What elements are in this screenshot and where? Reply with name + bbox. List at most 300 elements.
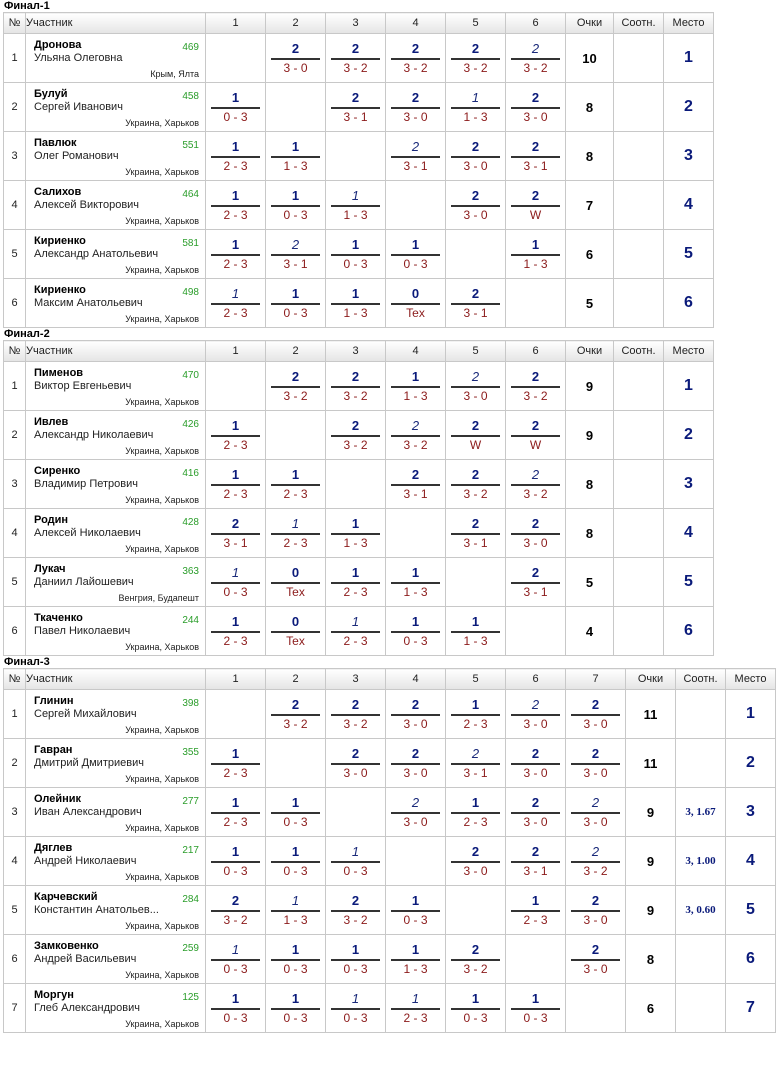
match-divider — [271, 812, 320, 814]
tiebreak-ratio — [614, 279, 664, 328]
match-points: 1 — [351, 237, 360, 252]
total-points: 4 — [566, 607, 614, 656]
tiebreak-ratio — [614, 362, 664, 411]
match-score: 3 - 0 — [523, 766, 548, 780]
table-row — [4, 181, 714, 230]
match-score: 3 - 0 — [343, 766, 368, 780]
match-result-cell[interactable] — [506, 558, 566, 607]
match-result-cell[interactable] — [386, 739, 446, 788]
match-result-cell[interactable] — [206, 181, 266, 230]
participant-cell — [26, 362, 206, 411]
final-place: 6 — [726, 935, 776, 984]
match-points: 1 — [531, 237, 540, 252]
match-points: 1 — [411, 942, 420, 957]
player-given-names: Алексей Викторович — [34, 199, 140, 211]
match-divider — [211, 910, 260, 912]
match-points: 2 — [531, 844, 540, 859]
row-number: 3 — [4, 132, 26, 181]
match-result-cell[interactable] — [506, 411, 566, 460]
match-points: 2 — [231, 893, 240, 908]
match-score: 3 - 2 — [463, 487, 488, 501]
match-score: 0 - 3 — [463, 1011, 488, 1025]
match-result-cell[interactable] — [326, 279, 386, 328]
total-points: 8 — [566, 460, 614, 509]
player-surname-link[interactable]: Карчевский — [34, 891, 98, 903]
match-result-cell[interactable] — [266, 509, 326, 558]
final-place: 2 — [664, 83, 714, 132]
match-result-cell[interactable] — [206, 837, 266, 886]
match-result-cell[interactable] — [446, 411, 506, 460]
match-points: 1 — [231, 614, 240, 629]
match-score: Tex — [286, 634, 305, 648]
match-points: 1 — [231, 844, 240, 859]
results-table — [3, 340, 714, 656]
self-match-cell — [506, 607, 566, 656]
match-result-cell[interactable] — [446, 788, 506, 837]
match-score: 3 - 0 — [463, 208, 488, 222]
participant-cell — [26, 132, 206, 181]
match-result-cell[interactable] — [386, 230, 446, 279]
player-city: Украина, Харьков — [125, 495, 199, 505]
match-points: 2 — [411, 746, 420, 761]
match-result-cell[interactable] — [506, 886, 566, 935]
match-result-cell[interactable] — [326, 181, 386, 230]
match-result-cell[interactable] — [266, 460, 326, 509]
match-result-cell[interactable] — [326, 837, 386, 886]
player-rating: 469 — [182, 42, 199, 53]
player-surname-link[interactable]: Гавран — [34, 744, 73, 756]
match-score: 0 - 3 — [283, 962, 308, 976]
row-number: 3 — [4, 788, 26, 837]
match-divider — [451, 205, 500, 207]
match-divider — [211, 861, 260, 863]
final-place: 6 — [664, 607, 714, 656]
player-surname-link[interactable]: Павлюк — [34, 137, 77, 149]
match-points: 1 — [411, 893, 420, 908]
match-points: 2 — [531, 565, 540, 580]
table-row — [4, 886, 776, 935]
self-match-cell — [206, 34, 266, 83]
match-result-cell[interactable] — [266, 788, 326, 837]
match-divider — [451, 714, 500, 716]
player-surname-link[interactable]: Пименов — [34, 367, 84, 379]
player-surname-link[interactable]: Моргун — [34, 989, 74, 1001]
match-result-cell[interactable] — [446, 132, 506, 181]
match-result-cell[interactable] — [446, 83, 506, 132]
match-result-cell[interactable] — [206, 230, 266, 279]
match-score: 3 - 2 — [343, 389, 368, 403]
match-divider — [211, 254, 260, 256]
final-place: 1 — [664, 362, 714, 411]
match-divider — [511, 861, 560, 863]
match-result-cell[interactable] — [266, 607, 326, 656]
match-result-cell[interactable] — [566, 739, 626, 788]
match-result-cell[interactable] — [206, 886, 266, 935]
match-points: 1 — [291, 467, 300, 482]
match-points: 1 — [411, 614, 420, 629]
match-result-cell[interactable] — [446, 181, 506, 230]
match-result-cell[interactable] — [326, 607, 386, 656]
match-result-cell[interactable] — [206, 935, 266, 984]
table-row — [4, 509, 714, 558]
match-result-cell[interactable] — [326, 739, 386, 788]
match-score: 0 - 3 — [283, 208, 308, 222]
match-result-cell[interactable] — [506, 690, 566, 739]
header-participant: Участник — [26, 13, 206, 34]
match-points: 2 — [531, 90, 540, 105]
player-city: Украина, Харьков — [125, 314, 199, 324]
match-score: 1 - 3 — [523, 257, 548, 271]
self-match-cell — [506, 935, 566, 984]
match-result-cell[interactable] — [206, 739, 266, 788]
match-points: 2 — [351, 41, 360, 56]
self-match-cell — [506, 279, 566, 328]
match-result-cell[interactable] — [326, 558, 386, 607]
match-divider — [391, 156, 440, 158]
tiebreak-ratio — [614, 509, 664, 558]
tiebreak-ratio — [614, 558, 664, 607]
match-score: 3 - 2 — [343, 61, 368, 75]
match-score: 3 - 2 — [283, 389, 308, 403]
match-result-cell[interactable] — [506, 83, 566, 132]
match-divider — [331, 1008, 380, 1010]
match-result-cell[interactable] — [566, 935, 626, 984]
match-result-cell[interactable] — [506, 362, 566, 411]
match-result-cell[interactable] — [506, 509, 566, 558]
match-result-cell[interactable] — [206, 788, 266, 837]
match-result-cell[interactable] — [386, 132, 446, 181]
match-result-cell[interactable] — [326, 690, 386, 739]
match-result-cell[interactable] — [566, 837, 626, 886]
match-result-cell[interactable] — [326, 935, 386, 984]
match-divider — [211, 812, 260, 814]
player-surname-link[interactable]: Булуй — [34, 88, 68, 100]
match-score: 3 - 1 — [523, 159, 548, 173]
match-divider — [391, 484, 440, 486]
match-result-cell[interactable] — [506, 739, 566, 788]
match-result-cell[interactable] — [206, 509, 266, 558]
row-number: 4 — [4, 509, 26, 558]
match-score: 1 - 3 — [283, 913, 308, 927]
match-score: 3 - 1 — [523, 585, 548, 599]
row-number: 4 — [4, 837, 26, 886]
match-points: 1 — [231, 467, 240, 482]
player-rating: 284 — [182, 894, 199, 905]
match-points: 2 — [291, 237, 300, 252]
table-row — [4, 739, 776, 788]
match-divider — [391, 107, 440, 109]
match-result-cell[interactable] — [266, 362, 326, 411]
match-result-cell[interactable] — [266, 230, 326, 279]
final-place: 2 — [726, 739, 776, 788]
match-result-cell[interactable] — [206, 279, 266, 328]
player-surname-link[interactable]: Ивлев — [34, 416, 69, 428]
match-result-cell[interactable] — [266, 984, 326, 1033]
match-divider — [511, 763, 560, 765]
row-number: 6 — [4, 935, 26, 984]
player-city: Крым, Ялта — [150, 69, 199, 79]
match-points: 2 — [531, 418, 540, 433]
match-result-cell[interactable] — [266, 279, 326, 328]
match-score: 3 - 2 — [343, 438, 368, 452]
tiebreak-ratio — [614, 181, 664, 230]
player-given-names: Глеб Александрович — [34, 1002, 140, 1014]
match-result-cell[interactable] — [206, 460, 266, 509]
match-result-cell[interactable] — [326, 984, 386, 1033]
player-surname-link[interactable]: Глинин — [34, 695, 74, 707]
match-result-cell[interactable] — [506, 230, 566, 279]
header-opponent-6: 6 — [506, 341, 566, 362]
participant-cell — [26, 788, 206, 837]
match-result-cell[interactable] — [506, 460, 566, 509]
table-row — [4, 837, 776, 886]
match-result-cell[interactable] — [266, 690, 326, 739]
player-rating: 416 — [182, 468, 199, 479]
match-result-cell[interactable] — [386, 279, 446, 328]
player-city: Украина, Харьков — [125, 872, 199, 882]
match-result-cell[interactable] — [206, 411, 266, 460]
match-score: Tex — [406, 306, 425, 320]
player-surname-link[interactable]: Сиренко — [34, 465, 81, 477]
player-surname-link[interactable]: Родин — [34, 514, 69, 526]
match-result-cell[interactable] — [506, 181, 566, 230]
match-score: 3 - 0 — [583, 766, 608, 780]
match-score: 3 - 2 — [403, 438, 428, 452]
match-score: 2 - 3 — [283, 487, 308, 501]
match-points: 2 — [531, 41, 540, 56]
match-result-cell[interactable] — [566, 886, 626, 935]
header-opponent-7: 7 — [566, 669, 626, 690]
match-divider — [211, 107, 260, 109]
player-surname-link[interactable]: Дронова — [34, 39, 82, 51]
match-result-cell[interactable] — [386, 558, 446, 607]
match-divider — [391, 631, 440, 633]
table-row — [4, 558, 714, 607]
match-result-cell[interactable] — [386, 34, 446, 83]
match-points: 2 — [471, 188, 480, 203]
final-place: 1 — [726, 690, 776, 739]
match-result-cell[interactable] — [386, 886, 446, 935]
match-result-cell[interactable] — [446, 739, 506, 788]
final-place: 5 — [664, 230, 714, 279]
table-row — [4, 230, 714, 279]
player-surname-link[interactable]: Кириенко — [34, 284, 86, 296]
tiebreak-ratio — [614, 34, 664, 83]
match-result-cell[interactable] — [206, 607, 266, 656]
participant-cell — [26, 984, 206, 1033]
match-result-cell[interactable] — [326, 362, 386, 411]
player-given-names: Сергей Михайлович — [34, 708, 137, 720]
match-result-cell[interactable] — [266, 935, 326, 984]
match-points: 2 — [351, 369, 360, 384]
match-result-cell[interactable] — [386, 935, 446, 984]
match-points: 1 — [471, 991, 480, 1006]
match-result-cell[interactable] — [386, 460, 446, 509]
participant-cell — [26, 509, 206, 558]
match-points: 1 — [411, 369, 420, 384]
match-score: 0 - 3 — [403, 257, 428, 271]
match-divider — [391, 582, 440, 584]
player-rating: 217 — [182, 845, 199, 856]
match-result-cell[interactable] — [266, 181, 326, 230]
player-surname-link[interactable]: Салихов — [34, 186, 82, 198]
self-match-cell — [446, 886, 506, 935]
player-surname-link[interactable]: Кириенко — [34, 235, 86, 247]
player-rating: 464 — [182, 189, 199, 200]
table-row — [4, 362, 714, 411]
match-divider — [271, 254, 320, 256]
participant-cell — [26, 558, 206, 607]
match-result-cell[interactable] — [326, 83, 386, 132]
match-points: 1 — [351, 286, 360, 301]
match-result-cell[interactable] — [446, 607, 506, 656]
table-row — [4, 984, 776, 1033]
section-title: Финал-3 — [4, 656, 50, 668]
match-points: 2 — [351, 893, 360, 908]
match-result-cell[interactable] — [206, 83, 266, 132]
match-result-cell[interactable] — [386, 607, 446, 656]
match-result-cell[interactable] — [386, 83, 446, 132]
match-points: 2 — [471, 942, 480, 957]
player-surname-link[interactable]: Лукач — [34, 563, 66, 575]
match-score: 1 - 3 — [463, 634, 488, 648]
match-result-cell[interactable] — [566, 690, 626, 739]
match-result-cell[interactable] — [386, 362, 446, 411]
match-points: 2 — [591, 746, 600, 761]
match-result-cell[interactable] — [446, 34, 506, 83]
self-match-cell — [386, 509, 446, 558]
match-divider — [391, 435, 440, 437]
player-surname-link[interactable]: Замковенко — [34, 940, 99, 952]
match-score: W — [469, 438, 482, 452]
match-divider — [451, 156, 500, 158]
player-city: Украина, Харьков — [125, 823, 199, 833]
match-result-cell[interactable] — [266, 886, 326, 935]
match-score: 1 - 3 — [463, 110, 488, 124]
match-result-cell[interactable] — [506, 34, 566, 83]
header-participant: Участник — [26, 341, 206, 362]
match-points: 1 — [291, 991, 300, 1006]
match-result-cell[interactable] — [386, 788, 446, 837]
match-result-cell[interactable] — [446, 279, 506, 328]
match-score: 3 - 2 — [523, 389, 548, 403]
match-score: 1 - 3 — [403, 585, 428, 599]
match-result-cell[interactable] — [326, 411, 386, 460]
match-result-cell[interactable] — [446, 690, 506, 739]
match-score: W — [529, 438, 542, 452]
row-number: 6 — [4, 279, 26, 328]
match-result-cell[interactable] — [206, 132, 266, 181]
player-rating: 125 — [182, 992, 199, 1003]
match-points: 1 — [231, 139, 240, 154]
match-points: 1 — [411, 991, 420, 1006]
match-divider — [391, 910, 440, 912]
player-surname-link[interactable]: Ткаченко — [34, 612, 83, 624]
match-result-cell[interactable] — [326, 886, 386, 935]
match-points: 1 — [351, 942, 360, 957]
match-result-cell[interactable] — [506, 984, 566, 1033]
match-result-cell[interactable] — [386, 411, 446, 460]
player-surname-link[interactable]: Дяглев — [34, 842, 73, 854]
match-score: 2 - 3 — [463, 815, 488, 829]
match-result-cell[interactable] — [506, 788, 566, 837]
player-city: Украина, Харьков — [125, 544, 199, 554]
player-rating: 426 — [182, 419, 199, 430]
match-points: 2 — [411, 467, 420, 482]
match-score: 2 - 3 — [463, 717, 488, 731]
match-result-cell[interactable] — [266, 132, 326, 181]
self-match-cell — [326, 132, 386, 181]
player-given-names: Алексей Николаевич — [34, 527, 141, 539]
total-points: 9 — [626, 788, 676, 837]
match-result-cell[interactable] — [266, 34, 326, 83]
match-result-cell[interactable] — [446, 935, 506, 984]
match-score: 3 - 2 — [343, 913, 368, 927]
match-score: 0 - 3 — [343, 864, 368, 878]
total-points: 11 — [626, 739, 676, 788]
match-result-cell[interactable] — [206, 984, 266, 1033]
row-number: 2 — [4, 739, 26, 788]
header-opponent-2: 2 — [266, 341, 326, 362]
row-number: 6 — [4, 607, 26, 656]
player-rating: 259 — [182, 943, 199, 954]
match-divider — [451, 58, 500, 60]
match-result-cell[interactable] — [446, 984, 506, 1033]
final-place: 3 — [664, 132, 714, 181]
match-points: 2 — [471, 467, 480, 482]
participant-cell — [26, 230, 206, 279]
self-match-cell — [326, 460, 386, 509]
match-score: W — [529, 208, 542, 222]
match-result-cell[interactable] — [326, 230, 386, 279]
final-place: 2 — [664, 411, 714, 460]
table-row — [4, 279, 714, 328]
match-result-cell[interactable] — [326, 34, 386, 83]
match-result-cell[interactable] — [266, 837, 326, 886]
match-divider — [391, 303, 440, 305]
match-result-cell[interactable] — [266, 558, 326, 607]
match-result-cell[interactable] — [446, 362, 506, 411]
section-title: Финал-2 — [4, 328, 50, 340]
row-number: 2 — [4, 83, 26, 132]
header-opponent-2: 2 — [266, 13, 326, 34]
match-result-cell[interactable] — [446, 509, 506, 558]
match-result-cell[interactable] — [446, 837, 506, 886]
player-surname-link[interactable]: Олейник — [34, 793, 82, 805]
match-divider — [331, 959, 380, 961]
match-result-cell[interactable] — [326, 509, 386, 558]
match-result-cell[interactable] — [566, 788, 626, 837]
match-divider — [331, 533, 380, 535]
match-divider — [271, 156, 320, 158]
match-divider — [211, 435, 260, 437]
total-points: 7 — [566, 181, 614, 230]
match-result-cell[interactable] — [206, 558, 266, 607]
match-result-cell[interactable] — [446, 460, 506, 509]
total-points: 9 — [566, 362, 614, 411]
table-row — [4, 690, 776, 739]
header-opponent-4: 4 — [386, 669, 446, 690]
participant-cell — [26, 935, 206, 984]
match-result-cell[interactable] — [506, 132, 566, 181]
match-divider — [271, 631, 320, 633]
match-result-cell[interactable] — [506, 837, 566, 886]
tiebreak-ratio — [614, 230, 664, 279]
match-result-cell[interactable] — [386, 690, 446, 739]
match-score: 0 - 3 — [283, 864, 308, 878]
match-result-cell[interactable] — [386, 984, 446, 1033]
match-divider — [511, 812, 560, 814]
